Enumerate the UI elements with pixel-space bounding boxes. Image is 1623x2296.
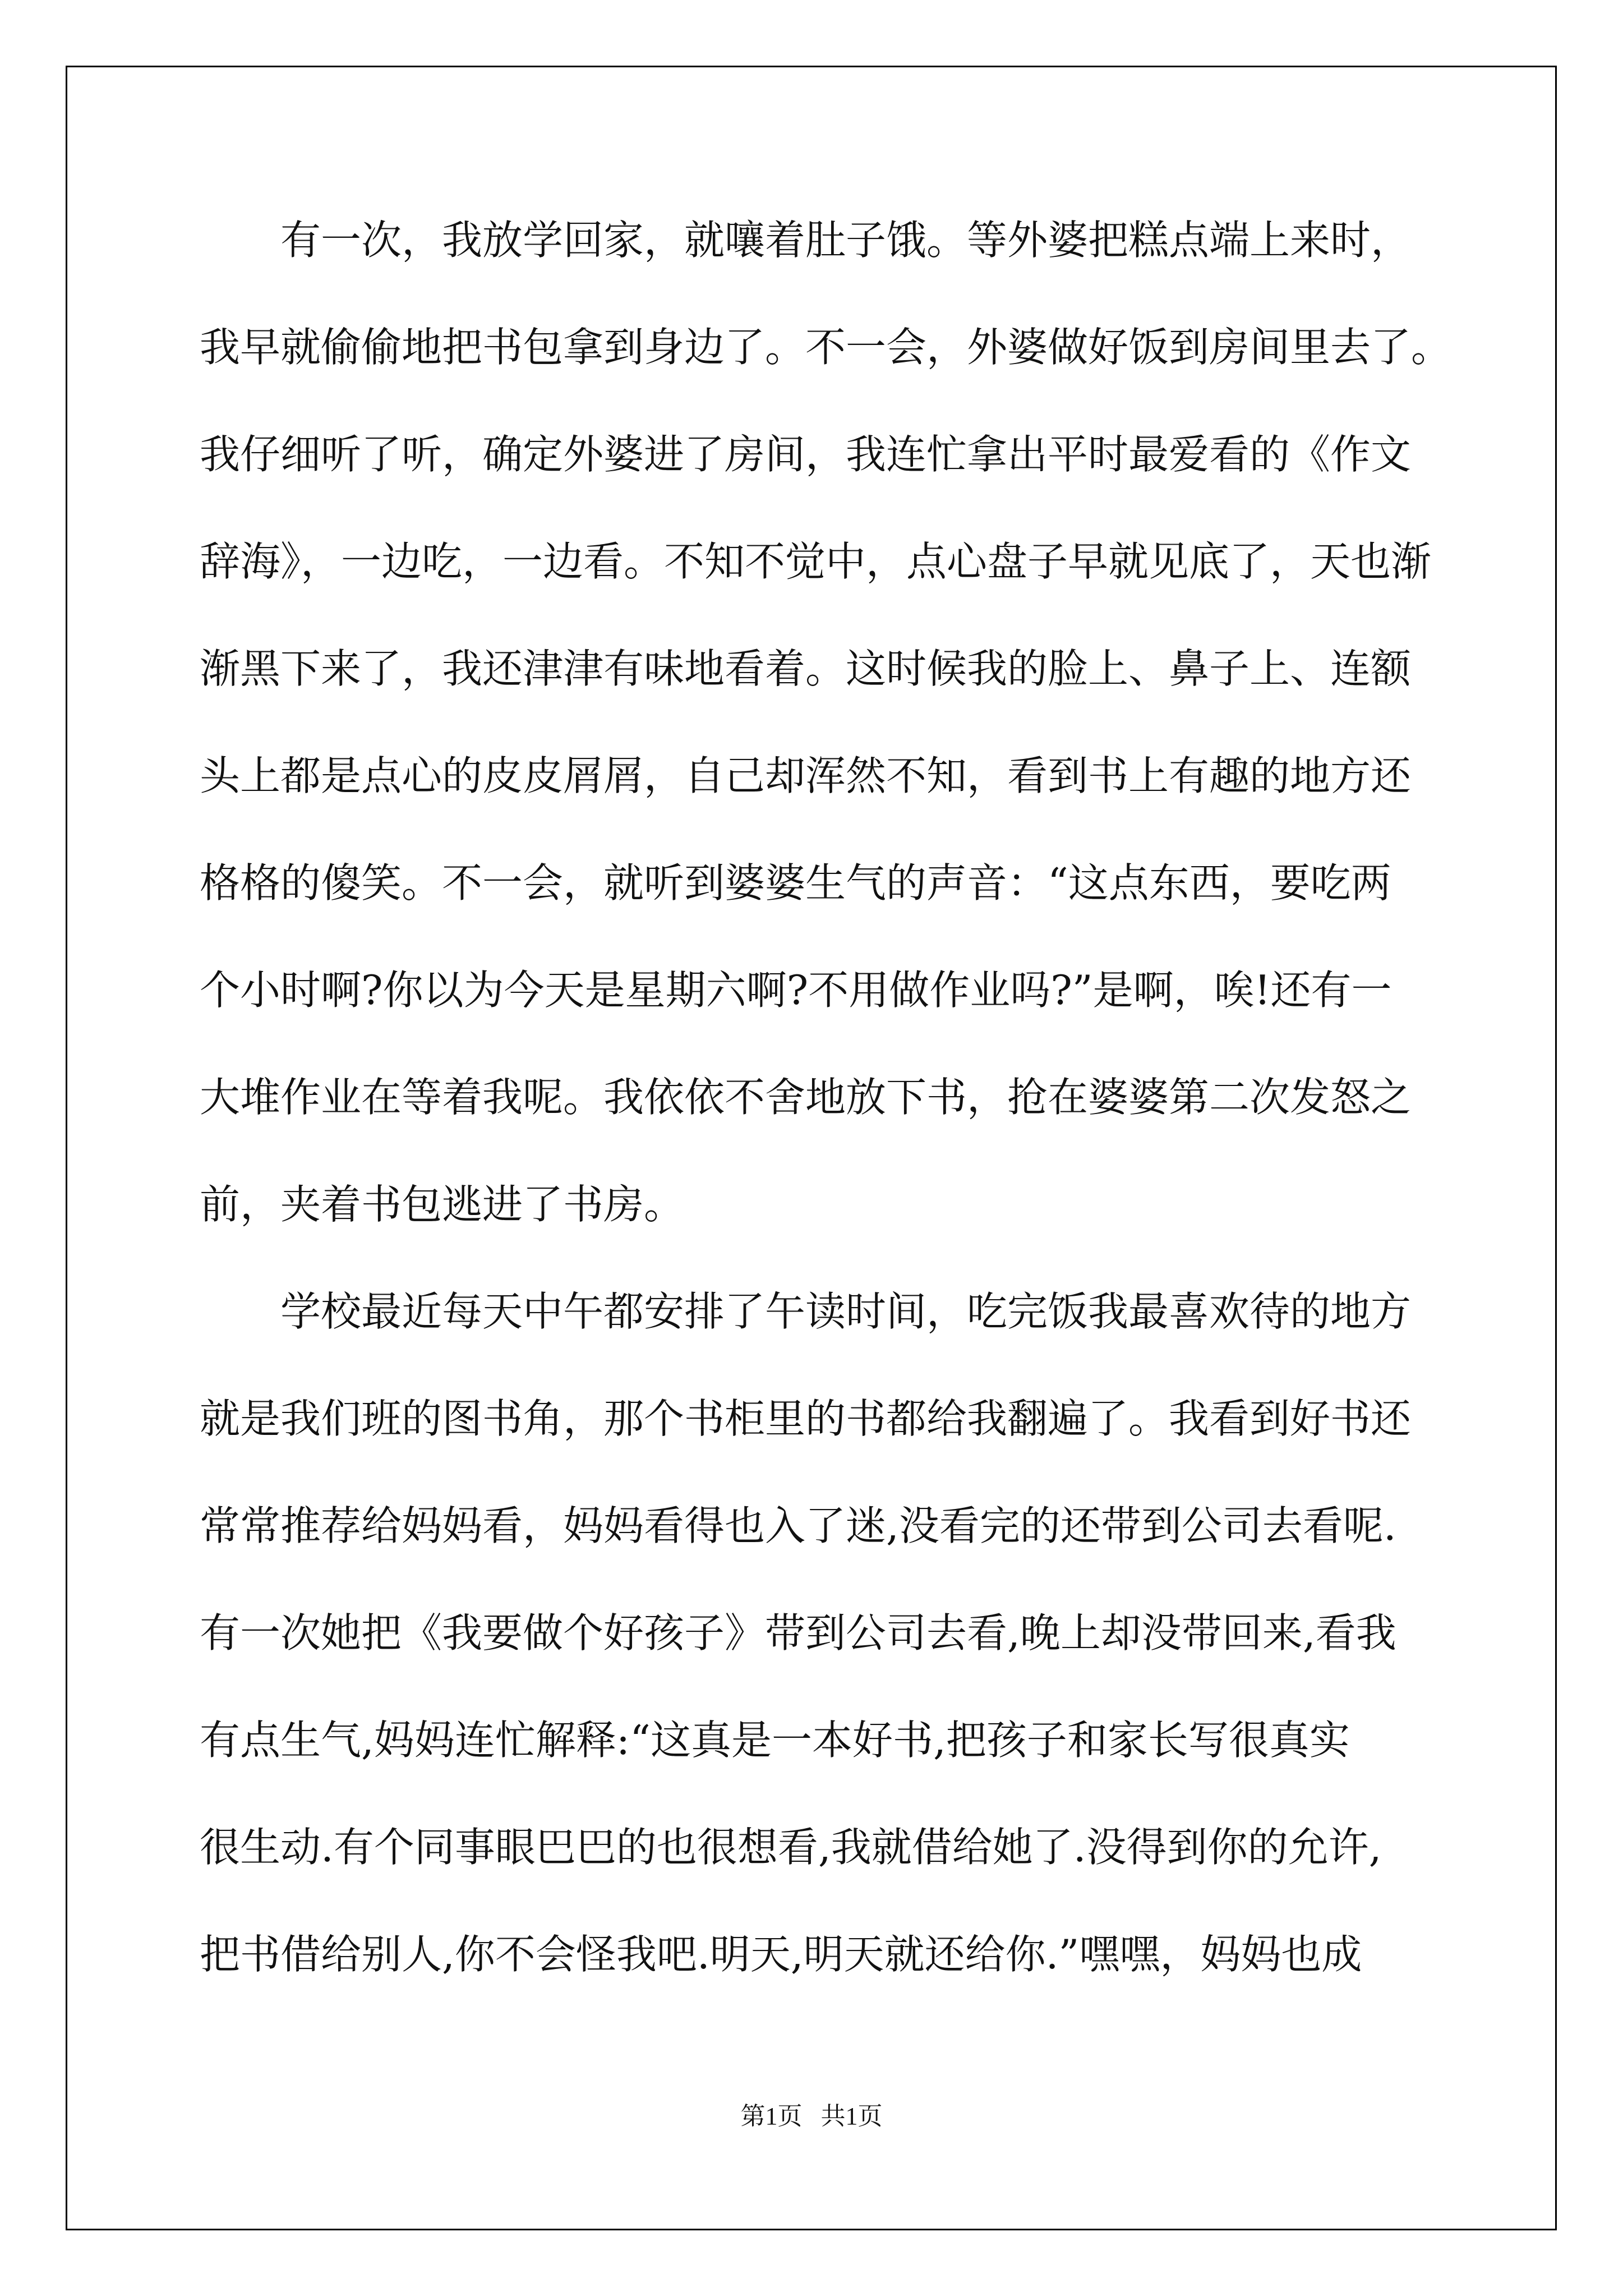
paragraph-line: 我早就偷偷地把书包拿到身边了。不一会，外婆做好饭到房间里去了。 bbox=[200, 324, 1452, 371]
paragraph-line: 有点生气,妈妈连忙解释:“这真是一本好书,把孩子和家长写很真实 bbox=[200, 1717, 1350, 1764]
paragraph-line: 前，夹着书包逃进了书房。 bbox=[200, 1181, 685, 1228]
page-border bbox=[66, 66, 1557, 2230]
paragraph-line: 很生动.有个同事眼巴巴的也很想看,我就借给她了.没得到你的允许, bbox=[200, 1824, 1382, 1871]
paragraph-line: 就是我们班的图书角，那个书柜里的书都给我翻遍了。我看到好书还 bbox=[200, 1395, 1412, 1442]
paragraph-line: 我仔细听了听，确定外婆进了房间，我连忙拿出平时最爱看的《作文 bbox=[200, 431, 1412, 478]
paragraph-line: 头上都是点心的皮皮屑屑，自己却浑然不知，看到书上有趣的地方还 bbox=[200, 752, 1412, 799]
paragraph-line: 常常推荐给妈妈看，妈妈看得也入了迷,没看完的还带到公司去看呢. bbox=[200, 1502, 1396, 1549]
paragraph-line: 有一次她把《我要做个好孩子》带到公司去看,晚上却没带回来,看我 bbox=[200, 1609, 1396, 1657]
paragraph-line: 辞海》，一边吃，一边看。不知不觉中，点心盘子早就见底了，天也渐 bbox=[200, 538, 1432, 585]
page-number: 第1页 bbox=[740, 2102, 803, 2130]
footer-gap bbox=[803, 2102, 821, 2130]
total-pages: 共1页 bbox=[820, 2102, 883, 2130]
paragraph-line: 渐黑下来了，我还津津有味地看着。这时候我的脸上、鼻子上、连额 bbox=[200, 645, 1412, 692]
paragraph-line: 把书借给别人,你不会怪我吧.明天,明天就还给你.”嘿嘿，妈妈也成 bbox=[200, 1931, 1362, 1978]
paragraph-line: 格格的傻笑。不一会，就听到婆婆生气的声音：“这点东西，要吃两 bbox=[200, 859, 1391, 907]
paragraph-line: 有一次，我放学回家，就嚷着肚子饿。等外婆把糕点端上来时， bbox=[200, 217, 1412, 264]
page-footer bbox=[0, 2100, 1623, 2133]
paragraph-line: 大堆作业在等着我呢。我依依不舍地放下书，抢在婆婆第二次发怒之 bbox=[200, 1074, 1412, 1121]
paragraph-line: 学校最近每天中午都安排了午读时间，吃完饭我最喜欢待的地方 bbox=[200, 1288, 1412, 1335]
paragraph-line: 个小时啊?你以为今天是星期六啊?不用做作业吗?”是啊，唉!还有一 bbox=[200, 967, 1392, 1014]
